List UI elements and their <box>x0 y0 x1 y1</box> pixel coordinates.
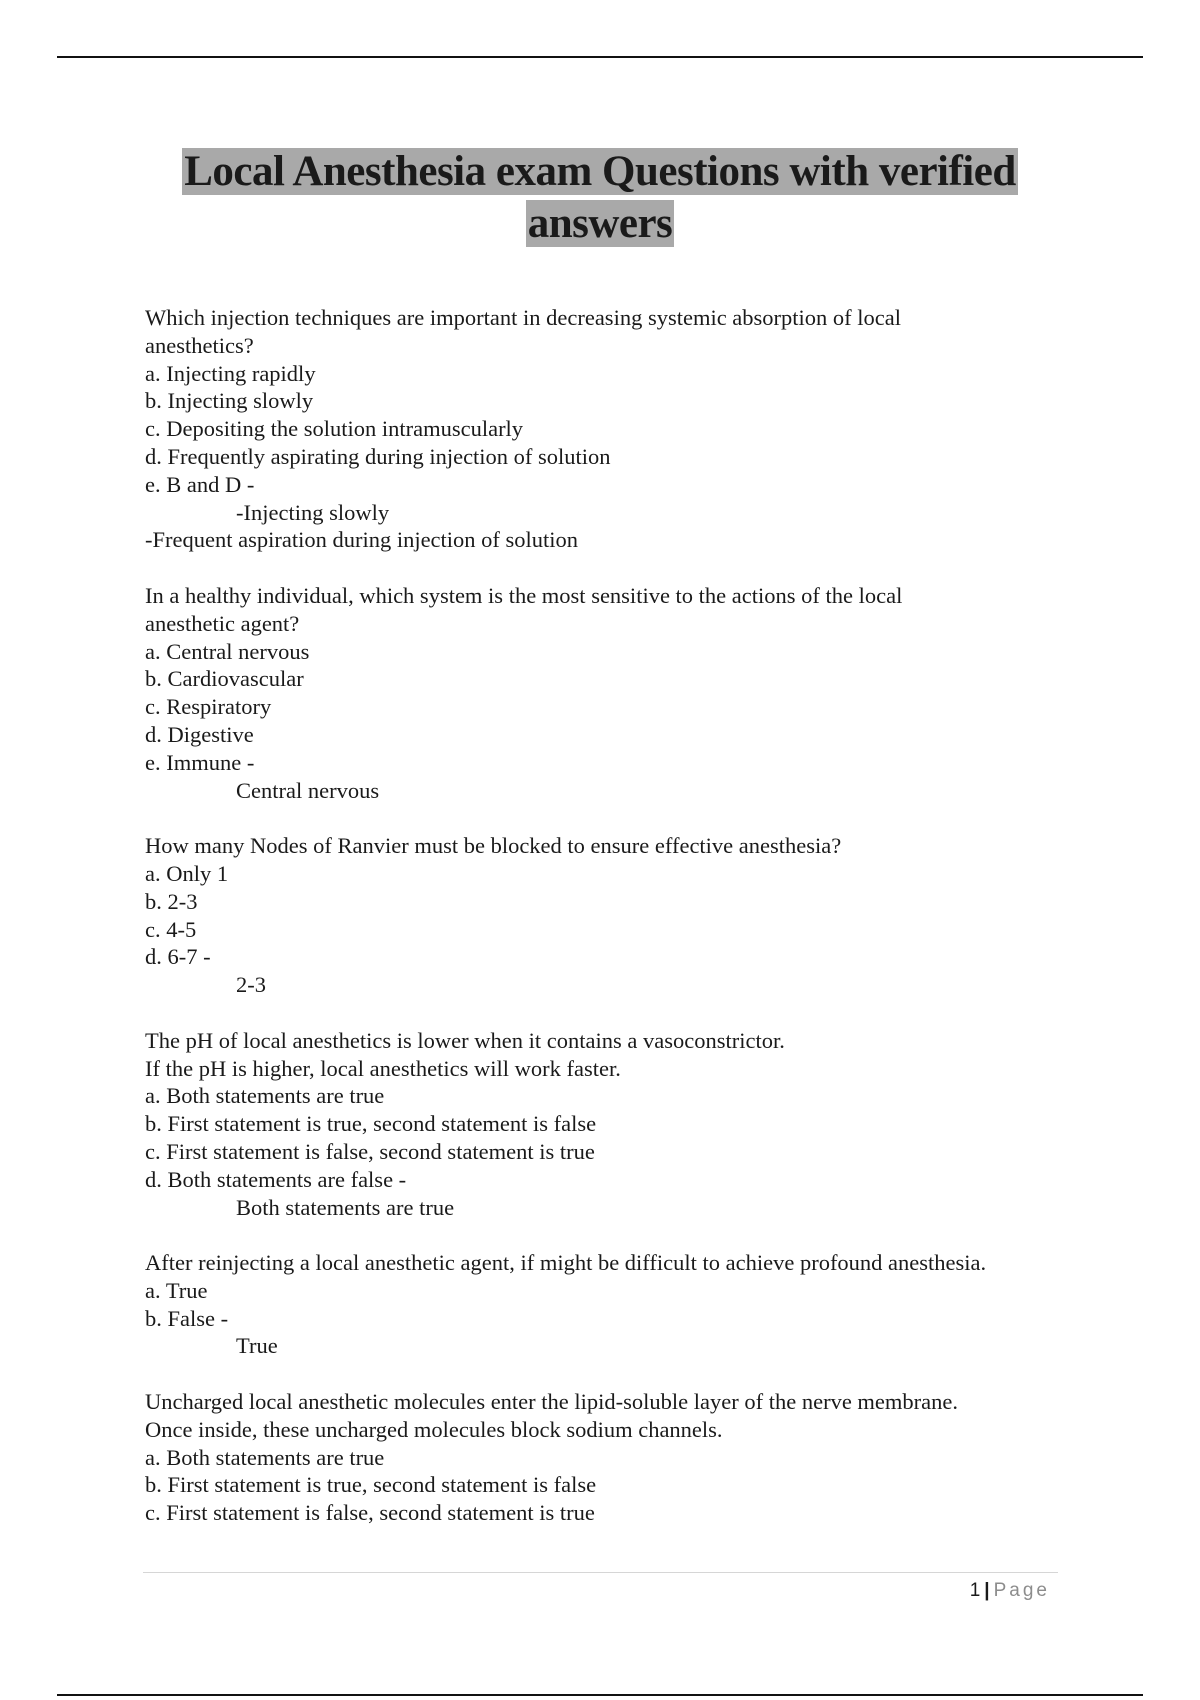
answer-option: d. Frequently aspirating during injection of solution <box>145 443 611 469</box>
question-text: If the pH is higher, local anesthetics will work faster. <box>145 1055 621 1081</box>
answer-option: a. Central nervous <box>145 638 310 664</box>
question-block <box>145 582 1075 804</box>
answer-option: e. B and D - <box>145 471 255 497</box>
page-number: 1 <box>969 1580 981 1601</box>
page-title <box>100 146 1100 250</box>
page-label: Page <box>993 1580 1050 1601</box>
question-block <box>145 1388 1075 1527</box>
page-footer <box>940 1578 1050 1604</box>
verified-answer: True <box>236 1333 278 1359</box>
question-list <box>145 304 1075 1555</box>
answer-option: b. 2-3 <box>145 888 198 914</box>
question-text: How many Nodes of Ranvier must be blocked to ensure effective anesthesia? <box>145 833 842 859</box>
question-text: Which injection techniques are important in decreasing systemic absorption of local <box>145 305 902 330</box>
question-block <box>145 832 1075 999</box>
title-line-1: Local Anesthesia exam Questions with verified <box>184 148 1016 195</box>
verified-answer: Central nervous <box>236 777 380 803</box>
question-block <box>145 304 1075 554</box>
answer-option: c. First statement is false, second statement is true <box>145 1138 595 1164</box>
question-text: The pH of local anesthetics is lower when it contains a vasoconstrictor. <box>145 1027 785 1053</box>
question-text: In a healthy individual, which system is the most sensitive to the actions of the local <box>145 582 903 608</box>
verified-answer: -Frequent aspiration during injection of solution <box>145 527 579 553</box>
verified-answer: Both statements are true <box>236 1194 455 1220</box>
answer-option: b. Cardiovascular <box>145 666 304 692</box>
verified-answer: 2-3 <box>236 972 266 998</box>
answer-option: b. Injecting slowly <box>145 388 314 414</box>
answer-option: d. Digestive <box>145 721 254 747</box>
answer-option: e. Immune - <box>145 749 255 775</box>
answer-option: c. First statement is false, second statement is true <box>145 1500 595 1526</box>
question-text: Uncharged local anesthetic molecules enter the lipid-soluble layer of the nerve membrane. <box>145 1389 959 1415</box>
footer-rule <box>143 1572 1058 1573</box>
bottom-rule <box>57 1694 1143 1696</box>
top-rule <box>57 56 1143 58</box>
verified-answer: -Injecting slowly <box>236 499 390 525</box>
answer-option: d. 6-7 - <box>145 944 211 970</box>
answer-option: c. Respiratory <box>145 694 272 720</box>
question-block <box>145 1249 1075 1360</box>
answer-option: a. Injecting rapidly <box>145 360 316 386</box>
page-separator: | <box>984 1580 990 1601</box>
question-text: anesthetic agent? <box>145 610 300 636</box>
answer-option: a. Only 1 <box>145 860 229 886</box>
answer-option: a. Both statements are true <box>145 1083 385 1109</box>
answer-option: b. First statement is true, second statement is false <box>145 1472 597 1498</box>
answer-option: a. True <box>145 1277 208 1303</box>
question-block <box>145 1027 1075 1222</box>
title-line-2: answers <box>527 200 673 247</box>
answer-option: c. 4-5 <box>145 916 197 942</box>
answer-option: b. False - <box>145 1305 229 1331</box>
answer-option: c. Depositing the solution intramuscularly <box>145 416 524 442</box>
question-text: Once inside, these uncharged molecules block sodium channels. <box>145 1416 723 1442</box>
answer-option: a. Both statements are true <box>145 1444 385 1470</box>
question-text: anesthetics? <box>145 332 254 358</box>
answer-option: d. Both statements are false - <box>145 1166 407 1192</box>
answer-option: b. First statement is true, second statement is false <box>145 1111 597 1137</box>
question-text: After reinjecting a local anesthetic agent, if might be difficult to achieve profound anesthesia. <box>145 1250 987 1276</box>
